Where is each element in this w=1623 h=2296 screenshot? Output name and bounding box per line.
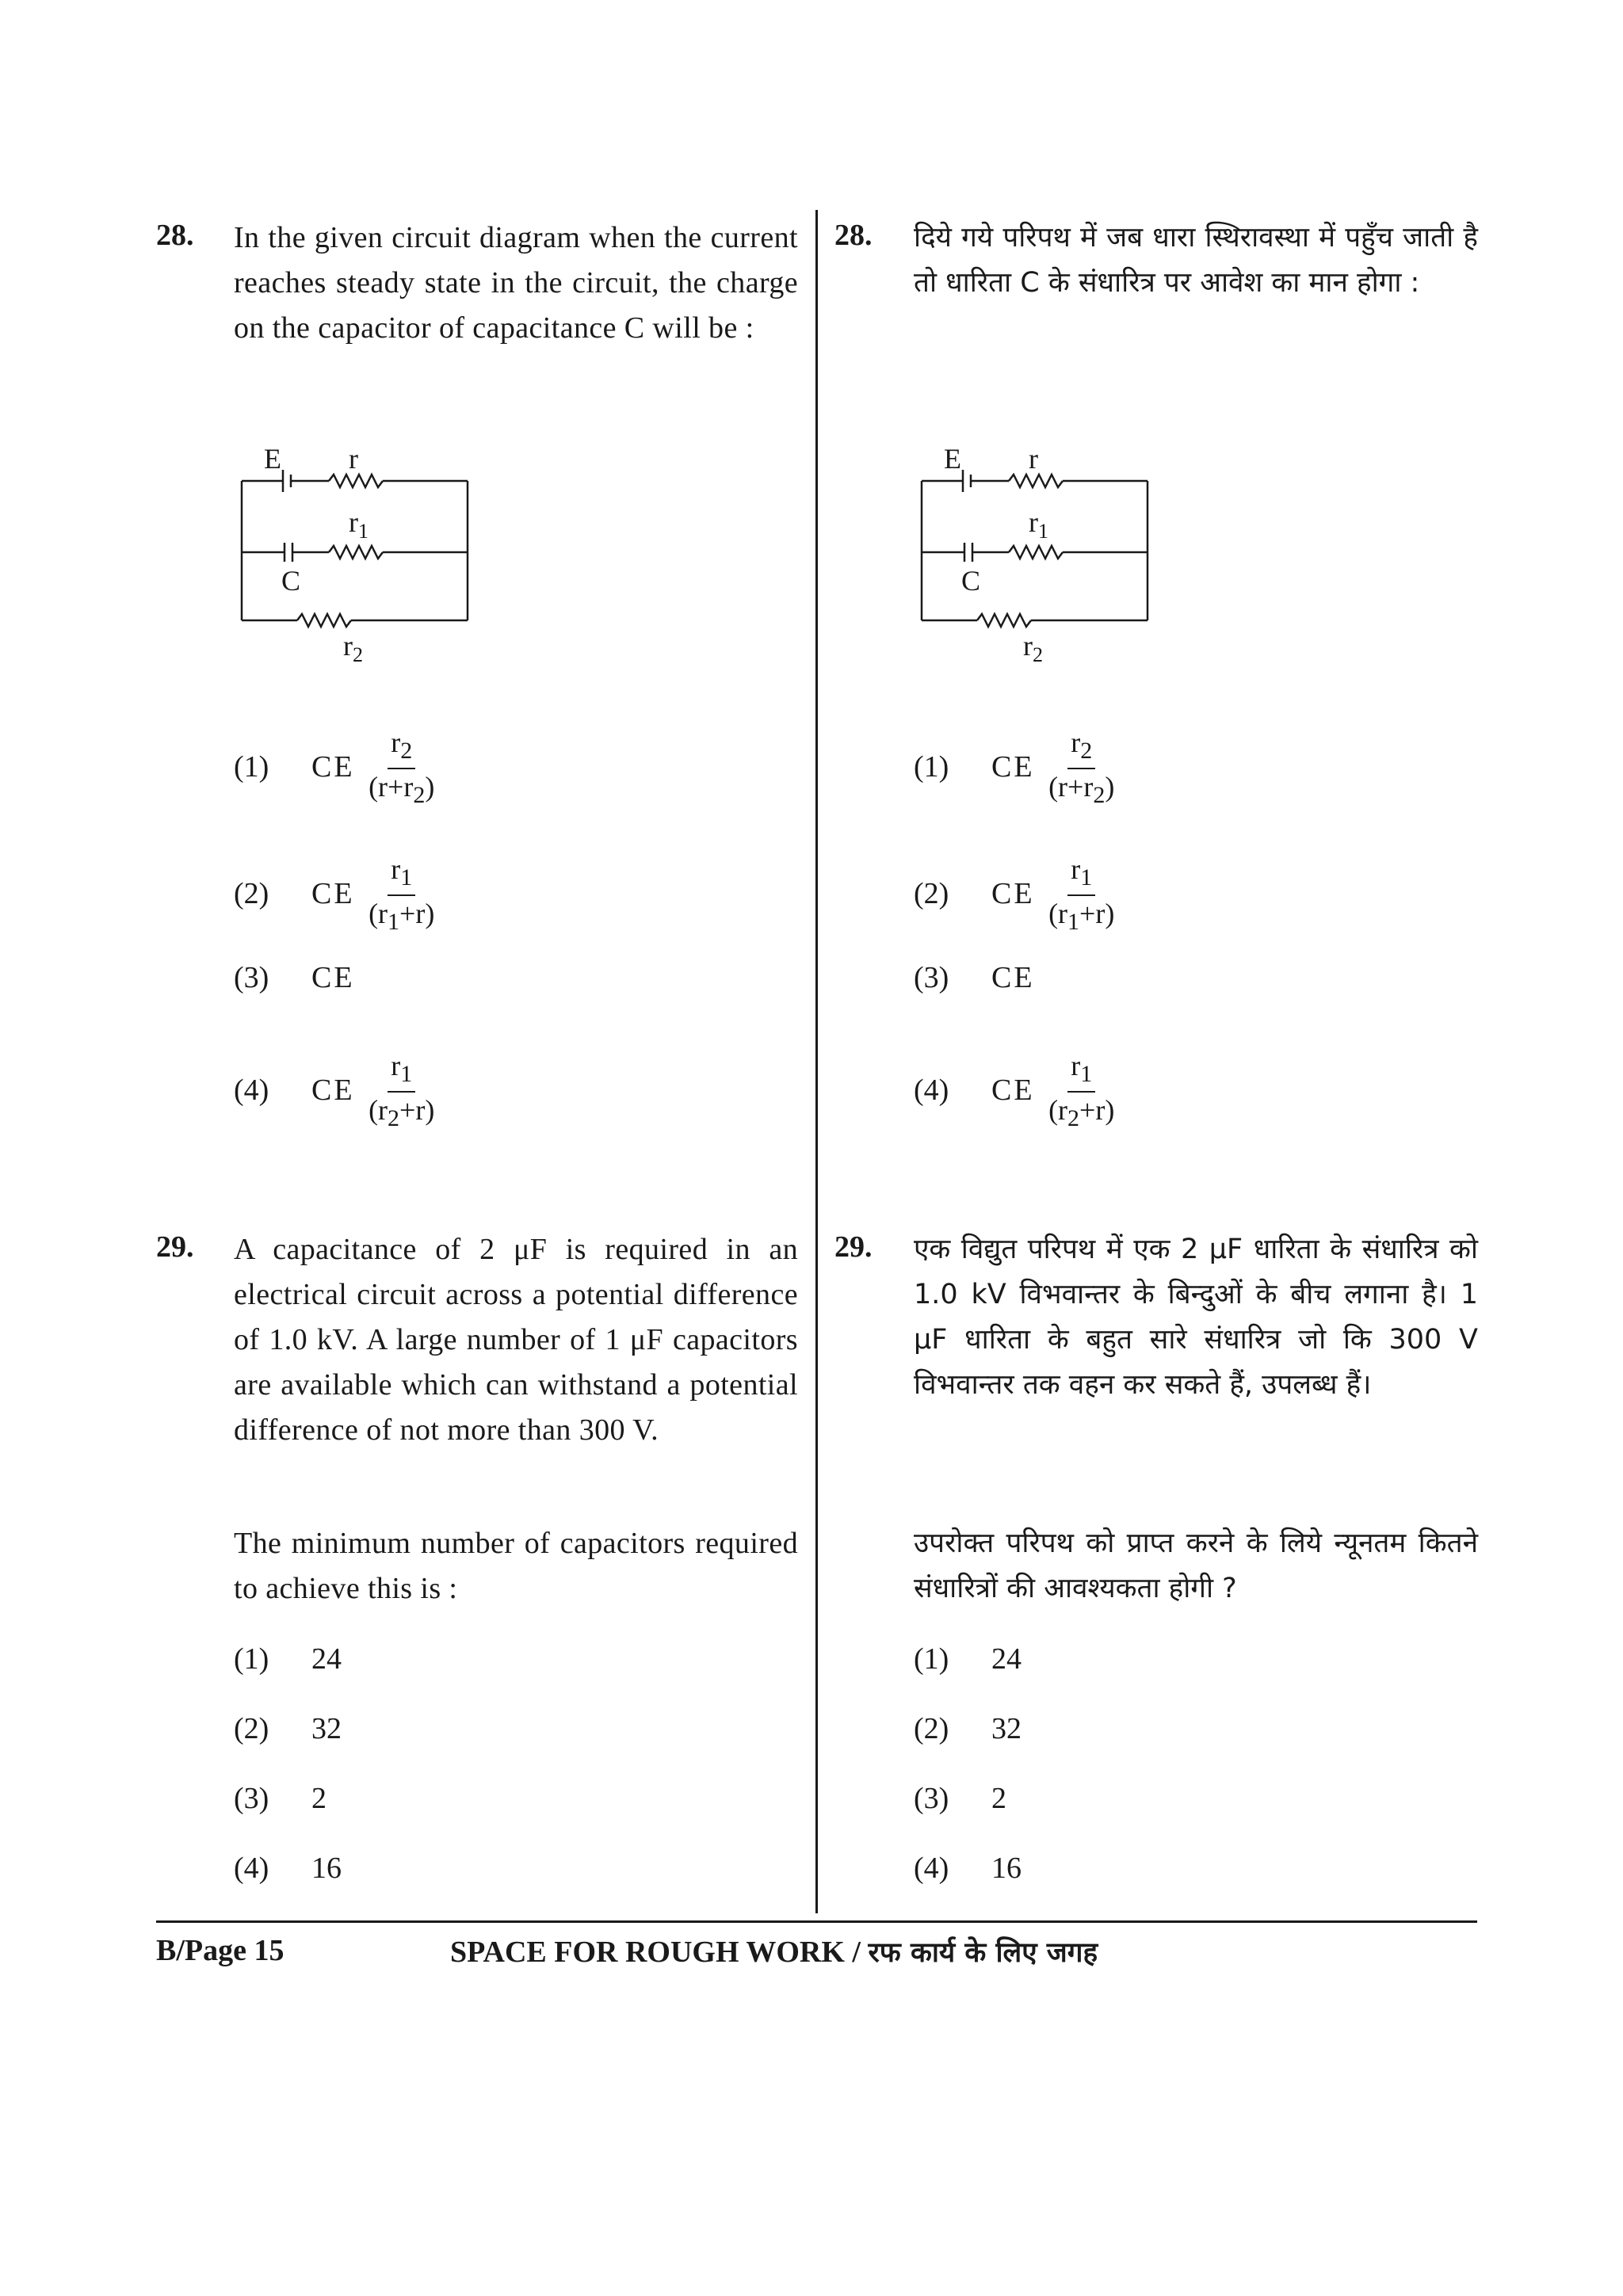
option-label: (1) — [914, 749, 949, 784]
q28-number-hi: 28. — [834, 219, 873, 252]
q29-option-4-en[interactable]: (4) 16 — [234, 1852, 342, 1885]
q29-option-4-hi[interactable]: (4) 16 — [914, 1852, 1022, 1885]
q29-text-en-2: The minimum number of capacitors required to achieve this is : — [234, 1527, 798, 1605]
option-label: (4) — [234, 1073, 269, 1107]
q29-option-3-en[interactable]: (3) 2 — [234, 1782, 327, 1815]
fraction: $\frac{r_2}{(r+r_2)}$ — [369, 727, 435, 809]
fraction: $\frac{r_2}{(r+r_2)}$ — [1048, 727, 1115, 809]
q29-option-1-hi[interactable]: (1) 24 — [914, 1642, 1022, 1676]
r1-label: $r_1$ — [349, 506, 369, 543]
q28-option-1-hi[interactable]: (1) CE $\frac{r_2}{(r+r_2)}$ — [914, 727, 1114, 811]
fraction: $\frac{r_1}{(r_2+r)}$ — [1048, 1050, 1115, 1132]
q28-option-2-hi[interactable]: (2) CE $\frac{r_1}{(r_1+r)}$ — [914, 854, 1114, 938]
column-divider — [815, 210, 818, 1913]
q29-number-hi: 29. — [834, 1230, 873, 1264]
q28-option-3-hi[interactable]: (3) CE — [914, 961, 1035, 994]
q28-option-2-en[interactable]: (2) CE $\frac{r_1}{(r_1+r)}$ — [234, 854, 434, 938]
q29-option-2-hi[interactable]: (2) 32 — [914, 1712, 1022, 1745]
option-label: (2) — [234, 876, 269, 910]
capacitor-label: C — [281, 565, 301, 597]
q29-text-hi-2: उपरोक्त परिपथ को प्राप्त करने के लिये न्यूनतम कितने संधारित्रों की आवश्यकता होगी ? — [914, 1527, 1478, 1604]
fraction: $\frac{r_1}{(r_1+r)}$ — [369, 853, 435, 936]
q29-option-1-en[interactable]: (1) 24 — [234, 1642, 342, 1676]
q28-option-4-hi[interactable]: (4) CE $\frac{r_1}{(r_2+r)}$ — [914, 1051, 1114, 1135]
option-label: (4) — [914, 1073, 949, 1107]
r-label: r — [349, 443, 358, 475]
r2-label: $r_2$ — [343, 630, 363, 666]
option-label: (3) — [914, 961, 949, 994]
fraction: $\frac{r_1}{(r_1+r)}$ — [1048, 853, 1115, 936]
fraction: $\frac{r_1}{(r_2+r)}$ — [369, 1050, 435, 1132]
r2-label: $r_2$ — [1023, 630, 1043, 666]
rough-work-label: SPACE FOR ROUGH WORK / रफ कार्य के लिए जगह — [450, 1936, 1098, 1969]
q28-number-en: 28. — [156, 219, 194, 252]
option-label: (1) — [234, 749, 269, 784]
r1-label: $r_1$ — [1029, 506, 1048, 543]
capacitor-label: C — [961, 565, 981, 597]
page-number: B/Page 15 — [156, 1934, 285, 1967]
q28-option-4-en[interactable]: (4) CE $\frac{r_1}{(r_2+r)}$ — [234, 1051, 434, 1135]
footer-rule — [156, 1920, 1477, 1923]
option-label: (2) — [914, 876, 949, 910]
q29-option-3-hi[interactable]: (3) 2 — [914, 1782, 1006, 1815]
q29-number-en: 29. — [156, 1230, 194, 1264]
q29-text-en-1: A capacitance of 2 μF is required in an electrical circuit across a potential difference of 1.0 kV. A large number of 1 μF capacitors are available which can withstand a potential difference of not more than 300 V. — [234, 1233, 798, 1447]
q28-text-hi: दिये गये परिपथ में जब धारा स्थिरावस्था में पहुँच जाती है तो धारिता C के संधारित्र पर आवेश का मान होगा : — [914, 222, 1478, 299]
q28-circuit-diagram-en — [234, 440, 479, 669]
emf-label: E — [944, 443, 961, 475]
q28-text-en: In the given circuit diagram when the current reaches steady state in the circuit, the charge on the capacitor of capacitance C will be : — [234, 221, 798, 345]
q28-option-3-en[interactable]: (3) CE — [234, 961, 355, 994]
r-label: r — [1029, 443, 1038, 475]
q28-circuit-diagram-hi — [914, 440, 1159, 669]
q29-text-hi-1: एक विद्युत परिपथ में एक 2 μF धारिता के संधारित्र को 1.0 kV विभवान्तर के बिन्दुओं के बीच लगाना है। 1 μF धारिता के बहुत सारे संधारित्र जो कि 300 V विभवान्तर तक वहन कर सकते हैं, उपलब्ध हैं। — [914, 1234, 1478, 1401]
emf-label: E — [264, 443, 281, 475]
q29-option-2-en[interactable]: (2) 32 — [234, 1712, 342, 1745]
q28-option-1-en[interactable]: (1) CE $\frac{r_2}{(r+r_2)}$ — [234, 727, 434, 811]
option-label: (3) — [234, 961, 269, 994]
